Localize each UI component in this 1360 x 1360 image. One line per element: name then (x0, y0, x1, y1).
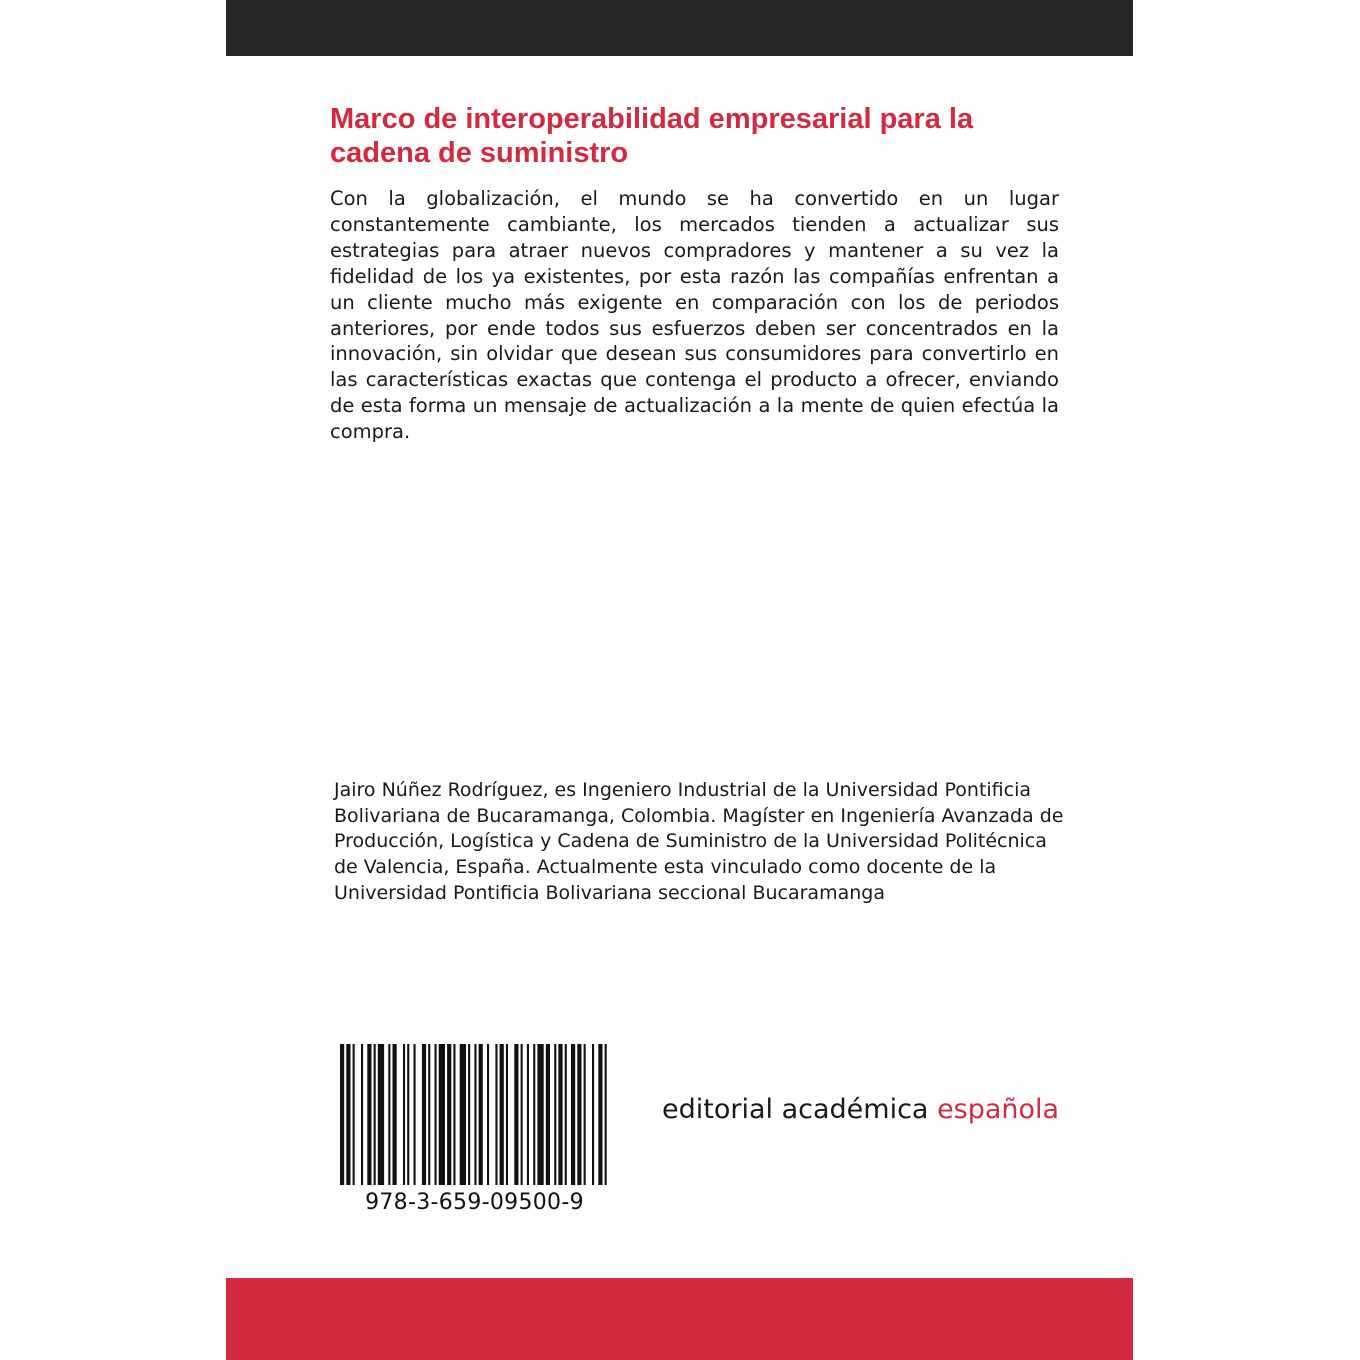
book-title: Marco de interoperabilidad empresarial para la cadena de suministro (330, 103, 974, 169)
publisher-logo (662, 1094, 1062, 1125)
book-back-cover (226, 0, 1133, 1360)
barcode-bar (353, 1044, 355, 1185)
barcode-bar (439, 1044, 445, 1185)
barcode-bar (414, 1044, 416, 1185)
barcode-bar (447, 1044, 451, 1185)
barcode-bar (422, 1044, 426, 1185)
barcode-bar (378, 1044, 384, 1185)
barcode-bar (554, 1044, 556, 1185)
barcode-bar (537, 1044, 543, 1185)
book-summary: Con la globalización, el mundo se ha convertido en un lugar constantemente cambiante, los mercados tienden a actualizar sus estrategias para atraer nuevos compradores y mantener a su vez la fidelidad de los ya existentes, por esta razón las compañías enfrentan a un cliente mucho más exigente en comparación con los de periodos anteriores, por ende todos sus esfuerzos deben ser concentrados en la innovación, sin olvidar que desean sus consumidores para convertirlo en las características exactas que contenga el producto a ofrecer, enviando de esta forma un mensaje de actualización a la mente de quien efectúa la compra. (330, 187, 1059, 444)
barcode-bar (407, 1044, 409, 1185)
barcode-bar (500, 1044, 504, 1185)
barcode-bar (346, 1044, 350, 1185)
barcode-bar (393, 1044, 397, 1185)
barcode-bar (468, 1044, 470, 1185)
barcode-bar (374, 1044, 376, 1185)
barcode-bar (361, 1044, 363, 1185)
barcode-bar (487, 1044, 489, 1185)
isbn-number: 978-3-659-09500-9 (365, 1190, 584, 1215)
barcode-bar (403, 1044, 405, 1185)
barcode-bar (428, 1044, 430, 1185)
barcode-bar (460, 1044, 466, 1185)
barcode-bar (506, 1044, 508, 1185)
barcode-bar (388, 1044, 390, 1185)
barcode-bar (514, 1044, 518, 1185)
barcode-bar (605, 1044, 607, 1185)
barcode-bar (435, 1044, 437, 1185)
barcode-bar (571, 1044, 575, 1185)
barcode-bar (367, 1044, 371, 1185)
barcode-bar (474, 1044, 476, 1185)
barcode-bar (521, 1044, 523, 1185)
top-color-band (226, 0, 1133, 56)
barcode-bar (592, 1044, 594, 1185)
barcode-bar (558, 1044, 562, 1185)
isbn-barcode (337, 1040, 612, 1230)
barcode-bar (577, 1044, 581, 1185)
barcode-bar (527, 1044, 529, 1185)
barcode-bar (479, 1044, 483, 1185)
barcode-bar (584, 1044, 586, 1185)
author-bio: Jairo Núñez Rodríguez, es Ingeniero Industrial de la Universidad Pontificia Bolivariana de Bucaramanga, Colombia. Magíster en Ingeniería Avanzada de Producción, Logística y Cadena de Suministro de la Universidad Politécnica de Valencia, España. Actualmente esta vinculado como docente de la Universidad Pontificia Bolivariana seccional Bucaramanga (334, 779, 1064, 904)
barcode-bars (337, 1040, 612, 1190)
barcode-bar (495, 1044, 497, 1185)
barcode-bar (546, 1044, 550, 1185)
bottom-color-band (226, 1278, 1133, 1360)
barcode-bar (533, 1044, 535, 1185)
barcode-bar (565, 1044, 567, 1185)
barcode-bar (598, 1044, 602, 1185)
barcode-bar (453, 1044, 455, 1185)
publisher-name-main: editorial académica (662, 1094, 938, 1125)
publisher-name-accent: española (937, 1094, 1060, 1125)
barcode-bar (340, 1044, 344, 1185)
